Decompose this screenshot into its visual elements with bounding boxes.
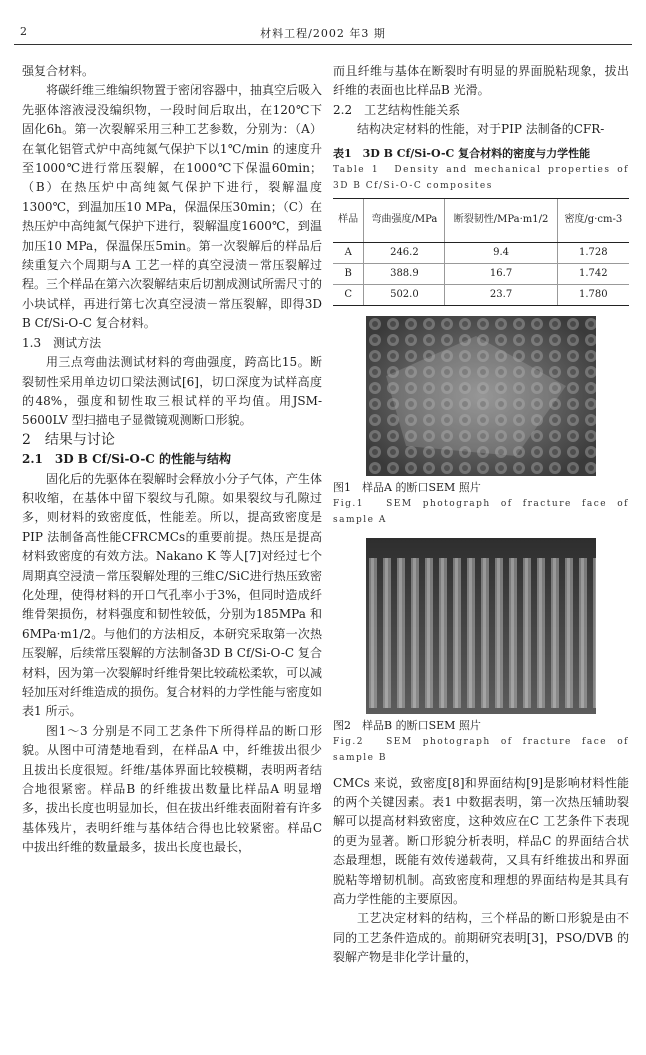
table-header: 断裂韧性/MPa·m1/2 (445, 198, 557, 242)
paragraph: 强复合材料。 (22, 64, 95, 78)
table-header: 密度/g·cm-3 (557, 198, 629, 242)
paragraph: 结构决定材料的性能，对于PIP 法制备的CFR- (357, 122, 605, 137)
sem-photo-a (366, 316, 596, 476)
paragraph: CMCs 来说，致密度[8]和界面结构[9]是影响材料性能的两个关键因素。表1 中数据表明，第一次热压辅助裂解可以提高材料致密度，这种效应在C 工艺条件下表现的更为显著。断口形貌分析表明，样品C 的界面结合状态最理想，既能有效传递载荷，又具有纤维拔出和界面脱粘等增韧机制。高致密度和理想的界面结构是其具有高力学性能的主要原因。 (333, 775, 629, 907)
section-heading: 1.3 测试方法 (22, 335, 102, 350)
page-number: 2 (20, 25, 27, 38)
properties-table (333, 198, 629, 306)
table-row: B 388.9 16.7 1.742 (333, 263, 629, 284)
right-column (333, 62, 629, 968)
journal-title: 材料工程/2002 年3 期 (260, 27, 386, 40)
paragraph: 图1～3 分别是不同工艺条件下所得样品的断口形貌。从图中可清楚地看到，在样品A 中，纤维拔出很少且拔出长度很短。纤维/基体界面比较模糊，表明两者结合地很紧密。样品B 的纤维拔出数量比样品A 明显增多，拔出长度也明显加长，但在拔出纤维表面附着有许多基体残片，表明纤维与基体结合得也比较紧密。样品C 中拔出纤维的数量最多，拔出长度也最长， (22, 723, 323, 855)
left-column (22, 62, 322, 858)
table-header: 弯曲强度/MPa (364, 198, 445, 242)
figure-2 (366, 538, 596, 714)
paragraph: 工艺决定材料的结构，三个样品的断口形貌是由不同的工艺条件造成的。前期研究表明[3]，PSO/DVB 的裂解产物是非化学计量的， (333, 911, 629, 965)
paragraph: 将碳纤维三维编织物置于密闭容器中，抽真空后吸入先驱体溶液浸没编织物，一段时间后取出，在120℃下固化6h。第一次裂解采用三种工艺参数，分别为：（A）在氧化铝管式炉中高纯氮气保护下以1℃/min 的速度升至1000℃进行常压裂解，在1000℃下保温60min；（B）在热压炉中高纯氮气保护下进行，裂解温度1300℃，到温加压10 MPa，保温保压30min；（C）在热压炉中高纯氮气保护下进行，裂解温度1600℃，到温加压10 MPa，保温保压5min。第一次裂解后的样品后续重复六个周期与A 工艺一样的真空浸渍－常压裂解过程。三个样品在第六次裂解结束后切割成测试所需尺寸的小块试样，再进行第七次真空浸渍－常压裂解，即得3D B Cf/Si-O-C 复合材料。 (22, 83, 323, 331)
paragraph: 固化后的先驱体在裂解时会释放小分子气体，产生体积收缩，在基体中留下裂纹与孔隙。如果裂纹与孔隙过多，则材料的致密度低，性能差。所以，提高致密度是PIP 法制备高性能CFRCMCs的重要前提。热压是提高材料致密度的有效方法。Nakano K 等人[7]对经过七个周期真空浸渍－常压裂解处理的三维C/SiC进行热压致密化处理，使得材料的开口气孔率小于3%，但同时造成纤维骨架损伤，材料强度和韧性较低，分别为185MPa 和6MPa·m1/2。与他们的方法相反，本研究采取第一次热压裂解，后续常压裂解的方法制备3D B Cf/Si-O-C 复合材料，因为第一次裂解时纤维骨架比较疏松柔软，可以减轻加压对纤维造成的损伤。复合材料的力学性能与密度如表1 所示。 (22, 471, 323, 719)
sem-photo-b (366, 538, 596, 714)
table-caption: 表1 3D B Cf/Si-O-C 复合材料的密度与力学性能 (333, 146, 591, 160)
page-header (14, 22, 632, 45)
table-row: C 502.0 23.7 1.780 (333, 284, 629, 305)
figure-1 (366, 316, 596, 476)
paragraph: 用三点弯曲法测试材料的弯曲强度，跨高比15。断裂韧性采用单边切口梁法测试[6]，切口深度为试样高度的48%，强度和韧性取三根试样的平均值。用JSM-5600LV 型扫描电子显微镜观测断口形貌。 (22, 355, 322, 428)
section-heading: 2.2 工艺结构性能关系 (333, 102, 461, 117)
figure-caption: 图1 样品A 的断口SEM 照片 (333, 480, 481, 494)
figure-caption-en: Fig.1 SEM photograph of fracture face of sample A (333, 498, 629, 525)
table-header: 样品 (333, 198, 364, 242)
table-row: A 246.2 9.4 1.728 (333, 242, 629, 263)
section-heading: 2 结果与讨论 (22, 431, 115, 448)
figure-caption: 图2 样品B 的断口SEM 照片 (333, 718, 481, 732)
section-heading: 2.1 3D B Cf/Si-O-C 的性能与结构 (22, 452, 232, 467)
table-caption-en: Table 1 Density and mechanical properties of 3D B Cf/Si-O-C composites (333, 164, 629, 191)
paragraph: 而且纤维与基体在断裂时有明显的界面脱粘现象，拔出纤维的表面也比样品B 光滑。 (333, 64, 629, 98)
figure-caption-en: Fig.2 SEM photograph of fracture face of sample B (333, 736, 629, 763)
